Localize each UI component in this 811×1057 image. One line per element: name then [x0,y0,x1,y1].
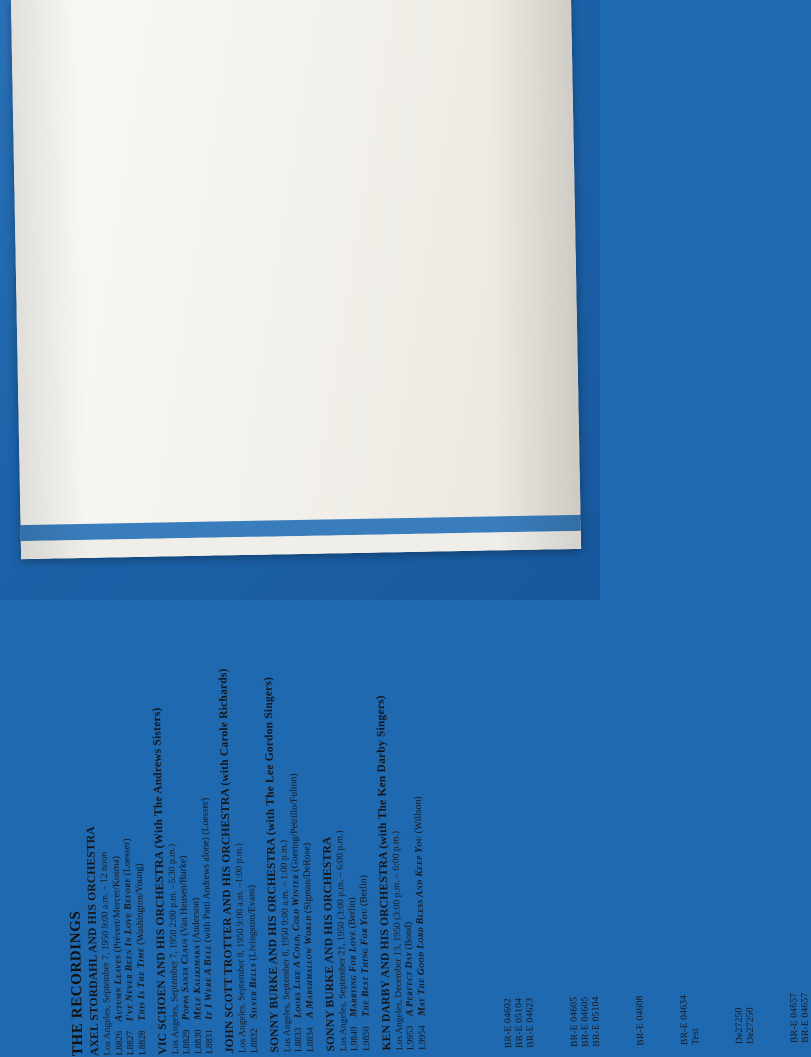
track-composer: (Prévert/Mercer/Kosma) [110,855,123,953]
track-title: This Is The Time [134,947,148,1022]
session-info: Los Angeles, September 21, 1950 (3:00 p.m. – 6:00 p.m.) [333,830,349,1052]
matrix-number: L8833 [293,1027,305,1053]
track-composer: (Washington/Young) [133,863,146,946]
catalog-number: BR-E 04605 [579,996,592,1047]
catalog-column-block [461,529,811,1049]
track-composer: (Goering/Petrillo/Fulton) [288,773,301,872]
track-title: Looks Like A Cold, Cold Winter [290,874,304,1019]
catalog-number: BR-E 04605 [568,996,581,1048]
catalog-number: BR-E 05104 [513,997,526,1049]
track-composer: (Van Heusen/Burke) [177,855,191,936]
catalog-number: De27250 [744,1007,757,1044]
page-content [51,8,811,1057]
page-title: THE RECORDINGS [67,910,87,1057]
track-composer: (Bond) [402,921,415,950]
track-composer: (Livingston/Evans) [245,884,259,961]
recording-section [150,669,216,1055]
track-title: Marrying For Love [347,930,360,1018]
section-heading: AXEL STORDAHL AND HIS ORCHESTRA [85,826,102,1056]
matrix-number: L8830 [193,1029,204,1055]
track-title: A Perfect Day [403,951,416,1017]
session-info: Los Angeles, September 7, 1950 2:00 p.m. –5:30 p.m.) [165,843,181,1055]
track-composer: (Willson) [412,796,424,834]
catalog-number: BR-E 05104 [590,996,603,1047]
track-title: Autumn Leaves [111,954,125,1022]
matrix-number: L8827 [125,1030,137,1056]
track-title: The Best Thing For You [358,908,372,1017]
session-info: Los Angeles, September 8, 1950 9:00 a.m. –1:00 p.m.) [233,843,249,1054]
catalog-number: BR-E 04623 [524,997,537,1048]
catalog-number: BR-E 04634 [678,994,691,1046]
track-composer: (Berlin) [346,897,358,929]
recording-section [374,665,428,1051]
catalog-number: BR-E 04608 [634,995,647,1046]
catalog-number: Test [689,1028,702,1045]
track-title: Poppa Santa Claus [179,938,192,1021]
session-info: Los Angeles, December 13, 1950 (3:00 p.m. – 6:00 p.m.) [389,830,405,1051]
matrix-number: L8832 [249,1028,260,1053]
track-composer: (Anderson) [189,897,202,943]
section-heading: SONNY BURKE AND HIS ORCHESTRA [320,836,337,1052]
matrix-number: L9850 [361,1026,372,1051]
matrix-number: L9849 [349,1026,361,1052]
track-title: If I Were A Bell [202,944,215,1020]
catalog-number: BR-E 04657 [788,992,801,1044]
track-title: Silver Bells [247,962,260,1020]
track-title: May The Good Lord Bless And Keep You [412,835,428,1016]
booklet-page [11,0,811,1057]
catalog-number: BR-E 04657 [799,992,811,1043]
rotated-text-block [61,536,428,1057]
matrix-number: L9954 [417,1025,428,1050]
recording-section [217,668,260,1054]
catalog-number: BR-E 04602 [502,997,515,1049]
session-info: Los Angeles, September 7, 1950 9:00 a.m. – 12 noon [98,851,114,1056]
recording-section [262,667,316,1053]
matrix-number: L8834 [305,1027,316,1052]
session-info: Los Angeles, September 8, 1950 9:00 a.m. – 1:00 p.m.) [277,839,293,1053]
track-composer: (Berlin) [357,874,370,907]
recordings-list [63,665,436,1057]
track-composer: (Sigman/DeRose) [300,842,314,914]
section-heading: VIC SCHOEN AND HIS ORCHESTRA (With The Andrews Sisters) [150,707,169,1055]
matrix-number: L9953 [405,1025,417,1051]
track-title: A Marshmallow World [302,915,316,1018]
recording-section [318,666,372,1052]
catalog-numbers [469,992,811,1048]
track-title: I've Never Been In Love Before [122,877,136,1022]
catalog-number: De27250 [733,1007,746,1045]
recording-section [82,670,148,1056]
matrix-number: L8829 [181,1029,193,1055]
section-heading: SONNY BURKE AND HIS ORCHESTRA (with The Lee Gordon Singers) [261,676,281,1053]
track-composer: (with Patti Andrews alone) (Loesser) [199,797,214,943]
section-heading: JOHN SCOTT TROTTER AND HIS ORCHESTRA (with Carole Richards) [217,668,237,1054]
track-composer: (Loesser) [121,838,133,876]
section-heading: KEN DARBY AND HIS ORCHESTRA (with The Ken Darby Singers) [374,695,393,1051]
matrix-number: L8828 [137,1030,148,1056]
matrix-number: L8831 [204,1029,216,1054]
matrix-number: L8826 [114,1030,125,1056]
track-title: Mele Kalikimaka [190,944,204,1021]
